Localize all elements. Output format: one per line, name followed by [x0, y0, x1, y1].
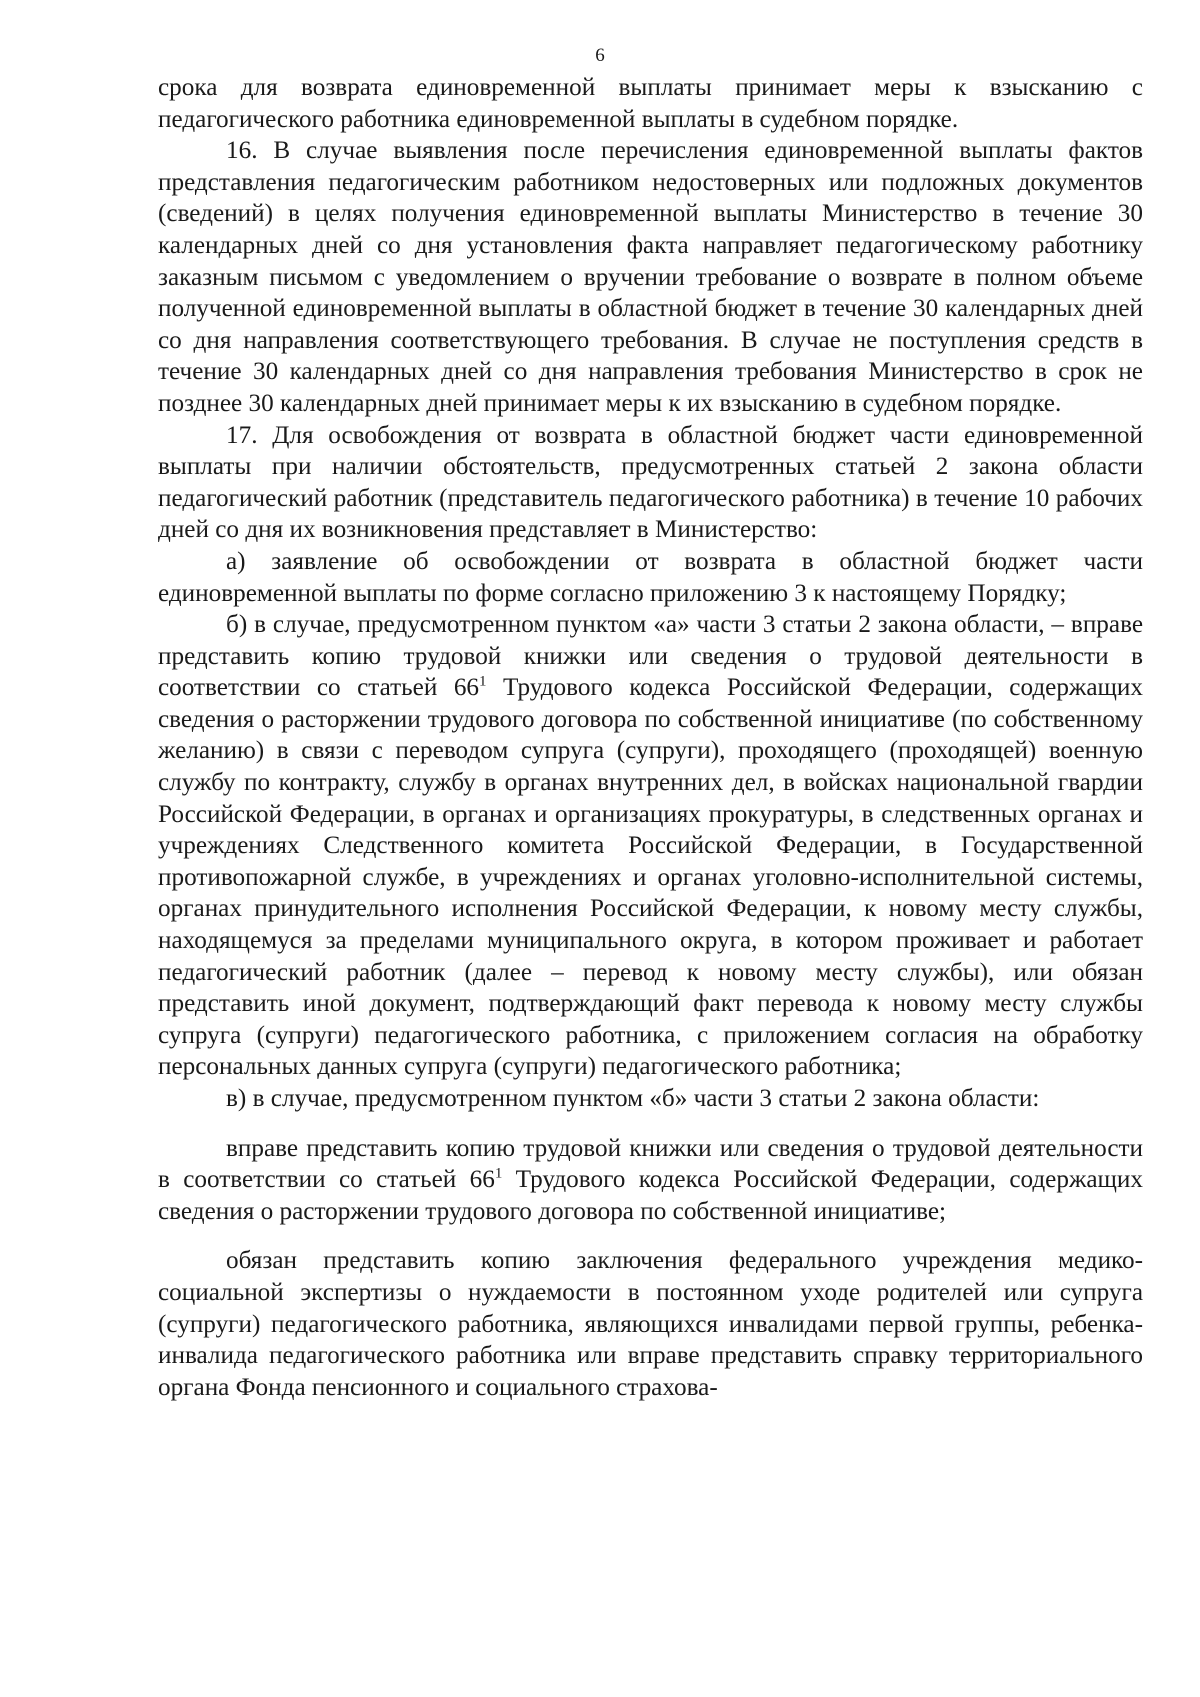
paragraph-17: 17. Для освобождения от возврата в областной бюджет части единовременной выплаты при наличии обстоятельств, предусмотренных статьей 2 закона области педагогический работник (представитель педагогического работника) в течение 10 рабочих дней со дня их возникновения представляет в Министерство: [158, 421, 1143, 544]
paragraph-17-b-text-start: б) в случае, предусмотренном пунктом «а» части 3 статьи 2 закона области, – вправе представить копию трудовой книжки или сведения о трудовой деятельности в соответствии со статьей 66 [158, 611, 1143, 702]
paragraph-17-b-text-end: Трудового кодекса Российской Федерации, содержащих сведения о расторжении трудового договора по собственной инициативе (по собственному желанию) в связи с переводом супруга (супруги), проходящего (проходящей) военную службу по контракту, службу в органах внутренних дел, в войсках национальной гвардии Российской Федерации, в органах и организациях прокуратуры, в следственных органах и учреждениях Следственного комитета Российской Федерации, в Государственной противопожарной службе, в учреждениях и органах уголовно-исполнительной системы, органах принудительного исполнения Российской Федерации, к новому месту службы, находящемуся за пределами муниципального округа, в котором проживает и работает педагогический работник (далее – перевод к новому месту службы), или обязан представить иной документ, подтверждающий факт перевода к новому месту службы супруга (супруги) педагогического работника, с приложением согласия на обработку персональных данных супруга (супруги) педагогического работника; [158, 674, 1143, 1081]
paragraph-obligation: обязан представить копию заключения федерального учреждения медико-социальной экспертизы о нуждаемости в постоянном уходе родителей или супруга (супруги) педагогического работника, являющихся инвалидами первой группы, ребенка-инвалида педагогического работника или вправе представить справку территориального органа Фонда пенсионного и социального страхова- [158, 1247, 1143, 1401]
article-superscript: 1 [494, 1165, 503, 1182]
paragraph-right-text-start: вправе представить копию трудовой книжки или сведения о трудовой деятельности в соответствии со статьей 66 [158, 1134, 1143, 1194]
paragraph-right-text-end: Трудового кодекса Российской Федерации, содержащих сведения о расторжении трудового договора по собственной инициативе; [158, 1166, 1143, 1225]
paragraph-17-v: в) в случае, предусмотренном пунктом «б» части 3 статьи 2 закона области: [226, 1085, 1040, 1112]
article-superscript: 1 [479, 673, 487, 690]
document-body [158, 72, 1143, 1403]
paragraph-17-b [158, 609, 1143, 1083]
paragraph-16: 16. В случае выявления после перечисления единовременной выплаты фактов представления педагогическим работником недостоверных или подложных документов (сведений) в целях получения единовременной выплаты Министерство в течение 30 календарных дней со дня установления факта направляет педагогическому работнику заказным письмом с уведомлением о вручении требование о возврате в полном объеме полученной единовременной выплаты в областной бюджет в течение 30 календарных дней со дня направления соответствующего требования. В случае не поступления средств в течение 30 календарных дней со дня направления требования Министерство в срок не позднее 30 календарных дней принимает меры к их взысканию в судебном порядке. [158, 137, 1143, 417]
paragraph-17-a: а) заявление об освобождении от возврата в областной бюджет части единовременной выплаты по форме согласно приложению 3 к настоящему Порядку; [158, 547, 1143, 607]
paragraph-right-to-submit [158, 1133, 1143, 1228]
paragraph-continuation: срока для возврата единовременной выплаты принимает меры к взысканию с педагогического работника единовременной выплаты в судебном порядке. [158, 74, 1143, 133]
page-number: 6 [595, 45, 605, 66]
